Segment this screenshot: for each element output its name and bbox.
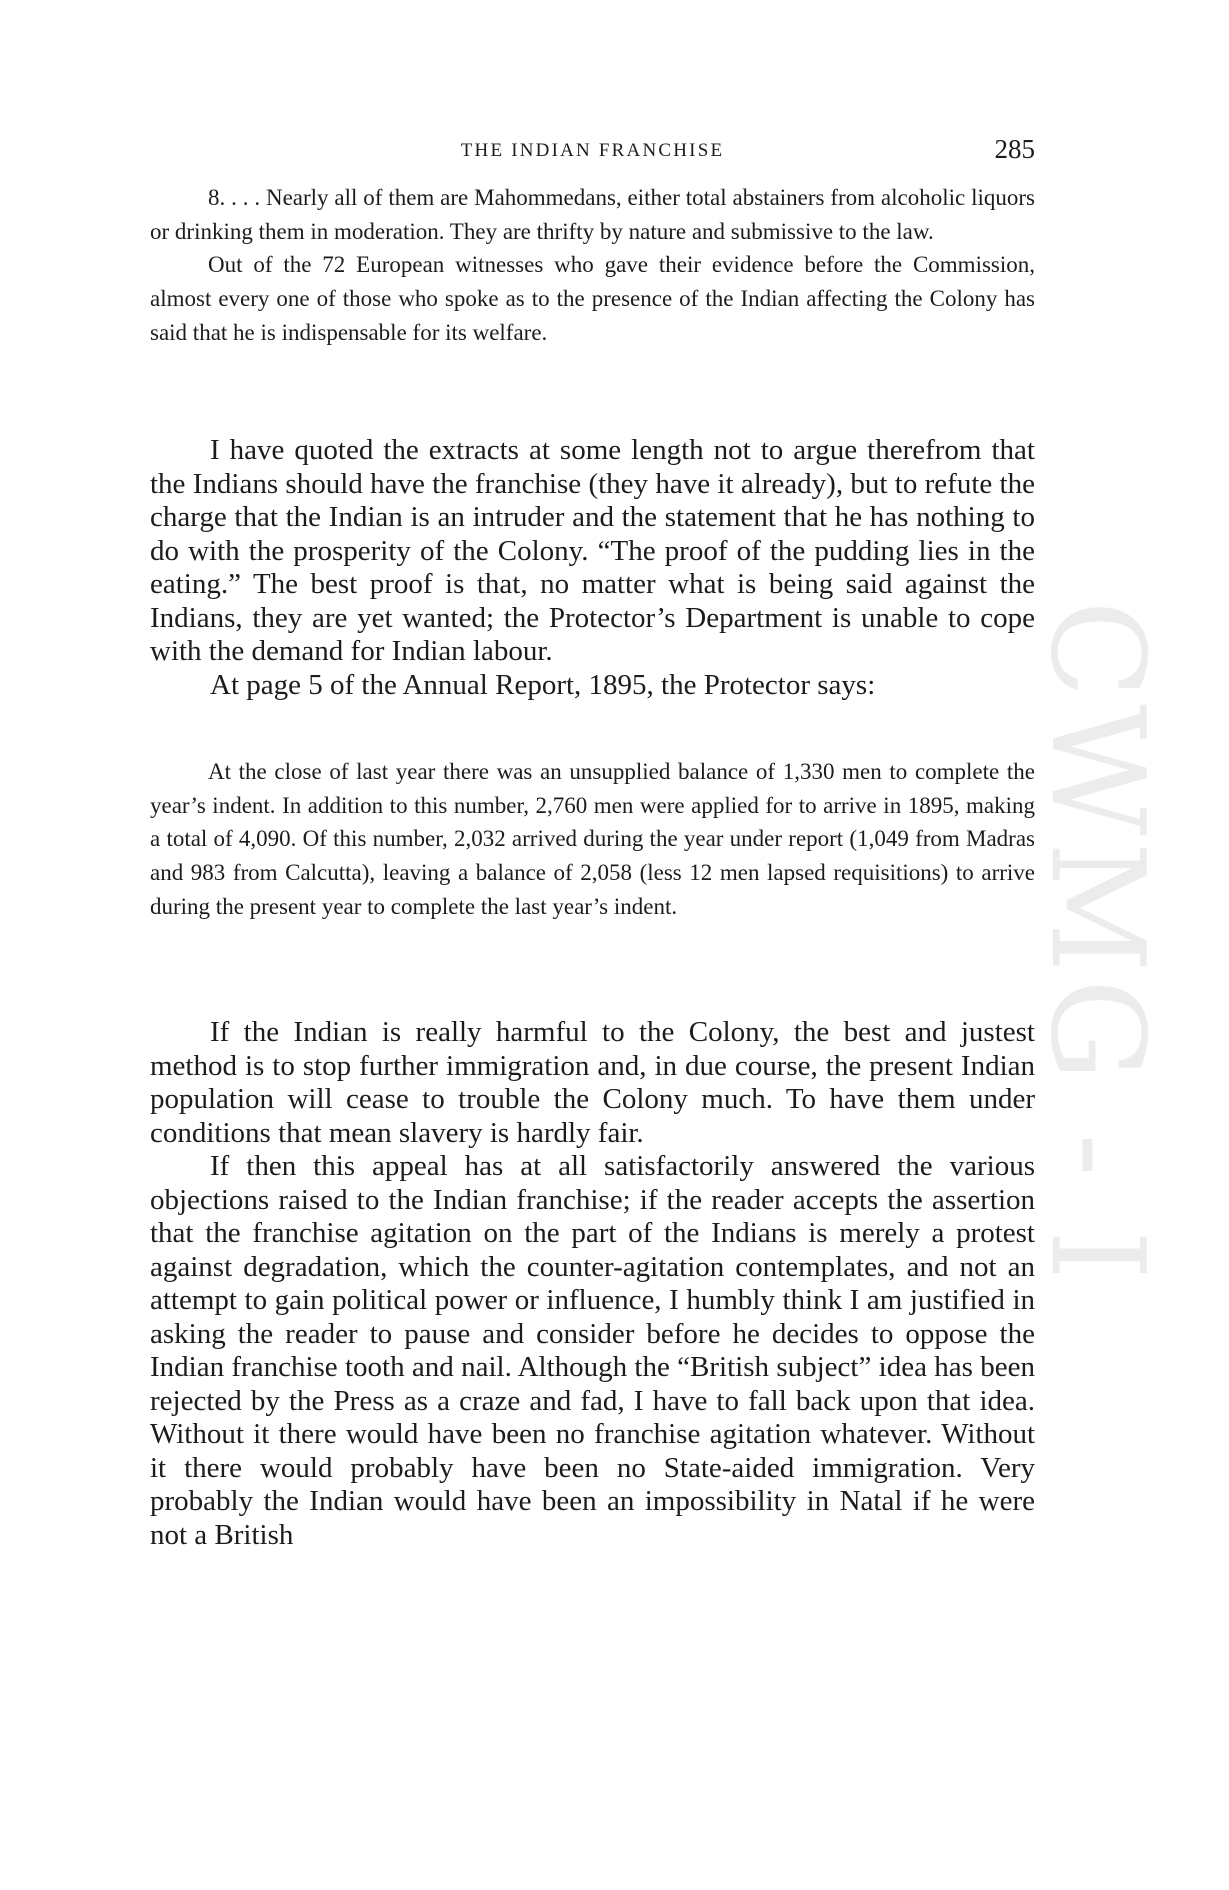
- body-text-2: [150, 1016, 1035, 1552]
- body-paragraph: I have quoted the extracts at some length not to argue therefrom that the Indians should have the franchise (they have it already), but to refute the charge that the Indian is an intruder and the statement that he has nothing to do with the prosperity of the Colony. “The proof of the pudding lies in the eating.” The best proof is that, no matter what is being said against the Indians, they are yet wanted; the Protector’s Department is unable to cope with the demand for Indian labour.: [150, 434, 1035, 667]
- quote-paragraph: 8. . . . Nearly all of them are Mahommedans, either total abstainers from alcoholic liquors or drinking them in moderation. They are thrifty by nature and submissive to the law.: [150, 185, 1035, 244]
- quote-paragraph: At the close of last year there was an unsupplied balance of 1,330 men to complete the year’s indent. In addition to this number, 2,760 men were applied for to arrive in 1895, making a total of 4,090. Of this number, 2,032 arrived during the year under report (1,049 from Madras and 983 from Calcutta), leaving a balance of 2,058 (less 12 men lapsed requisitions) to arrive during the present year to complete the last year’s indent.: [150, 759, 1035, 919]
- watermark: CWMG - I: [1022, 600, 1171, 1286]
- running-header: [150, 136, 1035, 170]
- body-paragraph: At page 5 of the Annual Report, 1895, the Protector says:: [210, 668, 876, 701]
- running-title: THE INDIAN FRANCHISE: [460, 140, 725, 161]
- page-number: 285: [994, 134, 1035, 164]
- body-paragraph: If then this appeal has at all satisfactorily answered the various objections raised to the Indian franchise; if the reader accepts the assertion that the franchise agitation on the part of the Indians is merely a protest against degradation, which the counter-agitation contemplates, and not an attempt to gain political power or influence, I humbly think I am justified in asking the reader to pause and consider before he decides to oppose the Indian franchise tooth and nail. Although the “British subject” idea has been rejected by the Press as a craze and fad, I have to fall back upon that idea. Without it there would have been no franchise agitation whatever. Without it there would probably have been no State-aided immigration. Very probably the Indian would have been an impossibility in Natal if he were not a British: [150, 1150, 1035, 1551]
- body-text-1: [150, 434, 1035, 702]
- quote-paragraph: Out of the 72 European witnesses who gave their evidence before the Commission, almost every one of those who spoke as to the presence of the Indian affecting the Colony has said that he is indispensable for its welfare.: [150, 252, 1035, 345]
- block-quote-1: [150, 181, 1035, 350]
- body-paragraph: If the Indian is really harmful to the Colony, the best and justest method is to stop further immigration and, in due course, the present Indian population will cease to trouble the Colony much. To have them under conditions that mean slavery is hardly fair.: [150, 1016, 1035, 1149]
- block-quote-2: [150, 755, 1035, 924]
